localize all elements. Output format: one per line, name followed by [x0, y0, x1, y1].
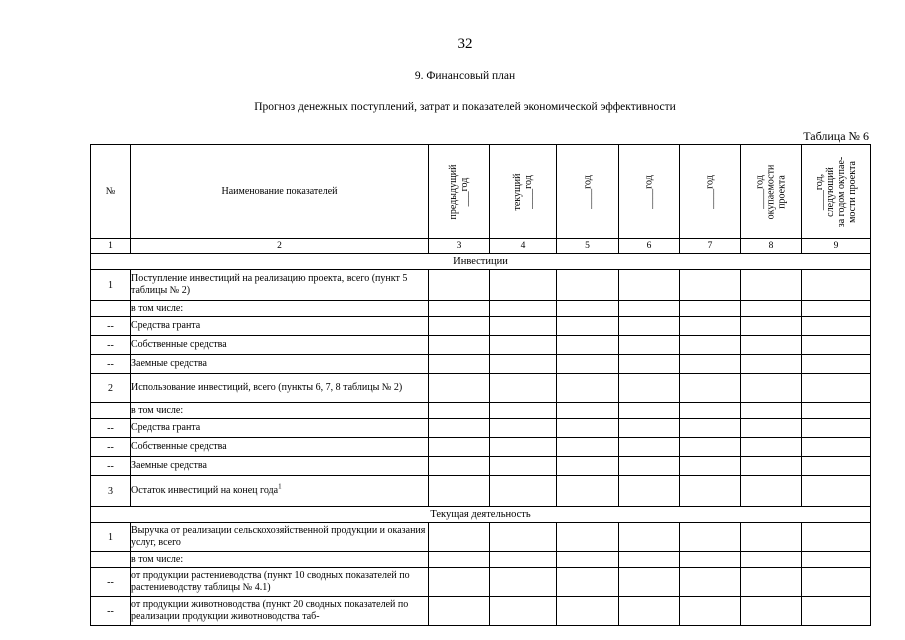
row-number: 2	[91, 374, 131, 403]
header-line: ____год	[704, 174, 716, 209]
row-name: от продукции растениеводства (пункт 10 сводных показателей по растениеводству таблицы № 4.1)	[131, 568, 429, 597]
section-operations: Текущая деятельность	[91, 507, 871, 523]
header-col8	[741, 145, 802, 239]
row-name: Выручка от реализации сельскохозяйственной продукции и оказания услуг, всего	[131, 523, 429, 552]
row-name: в том числе:	[131, 301, 429, 317]
page-number: 32	[457, 36, 473, 52]
header-line: ____год	[754, 174, 766, 209]
header-line: за годом окупае-	[836, 156, 847, 227]
row-name: Средства гранта	[131, 317, 429, 336]
column-number: 7	[680, 239, 741, 254]
section-title: 9. Финансовый план	[414, 70, 516, 82]
row-number: --	[91, 317, 131, 336]
table-row	[91, 552, 871, 568]
row-number: --	[91, 355, 131, 374]
row-name: Использование инвестиций, всего (пункты 6, 7, 8 таблицы № 2)	[131, 374, 429, 403]
column-number: 3	[429, 239, 490, 254]
row-number: 1	[91, 523, 131, 552]
financial-plan-table	[90, 144, 871, 626]
header-line: следующий	[825, 166, 836, 217]
column-number: 5	[557, 239, 619, 254]
header-col6	[619, 145, 680, 239]
table-row	[91, 270, 871, 301]
table-row	[91, 403, 871, 419]
header-line: ____год	[523, 174, 534, 209]
table-row	[91, 419, 871, 438]
row-name	[131, 476, 429, 507]
table-label: Таблица № 6	[803, 129, 869, 143]
row-name: от продукции животноводства (пункт 20 сводных показателей по реализации продукции животноводства таб-	[131, 597, 429, 626]
column-number-row	[91, 239, 871, 254]
column-number: 1	[91, 239, 131, 254]
table-row	[91, 597, 871, 626]
header-col7	[680, 145, 741, 239]
row-name: Средства гранта	[131, 419, 429, 438]
header-col9	[802, 145, 871, 239]
section-row-investments	[91, 254, 871, 270]
row-number: 3	[91, 476, 131, 507]
row-number: --	[91, 568, 131, 597]
section-investments: Инвестиции	[91, 254, 871, 270]
header-line: ___год	[459, 177, 470, 206]
row-number: --	[91, 597, 131, 626]
table-row	[91, 336, 871, 355]
row-number: --	[91, 457, 131, 476]
table-row	[91, 568, 871, 597]
header-col4	[490, 145, 557, 239]
row-name: Заемные средства	[131, 355, 429, 374]
column-number: 9	[802, 239, 871, 254]
row-number: --	[91, 336, 131, 355]
row-name: Собственные средства	[131, 336, 429, 355]
row-number: 1	[91, 270, 131, 301]
header-name: Наименование показателей	[131, 145, 429, 239]
row-name: в том числе:	[131, 552, 429, 568]
table-row	[91, 301, 871, 317]
table-row	[91, 374, 871, 403]
row-name: в том числе:	[131, 403, 429, 419]
table-row	[91, 457, 871, 476]
row-name: Заемные средства	[131, 457, 429, 476]
row-name-text: Остаток инвестиций на конец года	[131, 485, 279, 496]
column-number: 8	[741, 239, 802, 254]
header-col5	[557, 145, 619, 239]
header-line: текущий	[512, 173, 523, 210]
table-row	[91, 438, 871, 457]
column-number: 6	[619, 239, 680, 254]
row-name: Собственные средства	[131, 438, 429, 457]
header-col3	[429, 145, 490, 239]
header-num: №	[91, 145, 131, 239]
header-line: ____год,	[814, 173, 825, 210]
header-line: предыдущий	[448, 164, 459, 219]
table-row	[91, 476, 871, 507]
table-title: Прогноз денежных поступлений, затрат и показателей экономической эффективности	[254, 101, 676, 113]
header-line: ____год	[582, 174, 593, 209]
row-number: --	[91, 438, 131, 457]
footnote-mark: 1	[278, 482, 282, 491]
row-number: --	[91, 419, 131, 438]
table-row	[91, 317, 871, 336]
header-line: мости проекта	[847, 160, 858, 223]
table-row	[91, 523, 871, 552]
section-row-operations	[91, 507, 871, 523]
header-row	[91, 145, 871, 239]
table-row	[91, 355, 871, 374]
row-name: Поступление инвестиций на реализацию проекта, всего (пункт 5 таблицы № 2)	[131, 270, 429, 301]
header-line: ____год	[643, 174, 655, 209]
header-line: проекта	[776, 174, 788, 209]
column-number: 2	[131, 239, 429, 254]
header-line: окупаемости	[765, 164, 777, 219]
column-number: 4	[490, 239, 557, 254]
